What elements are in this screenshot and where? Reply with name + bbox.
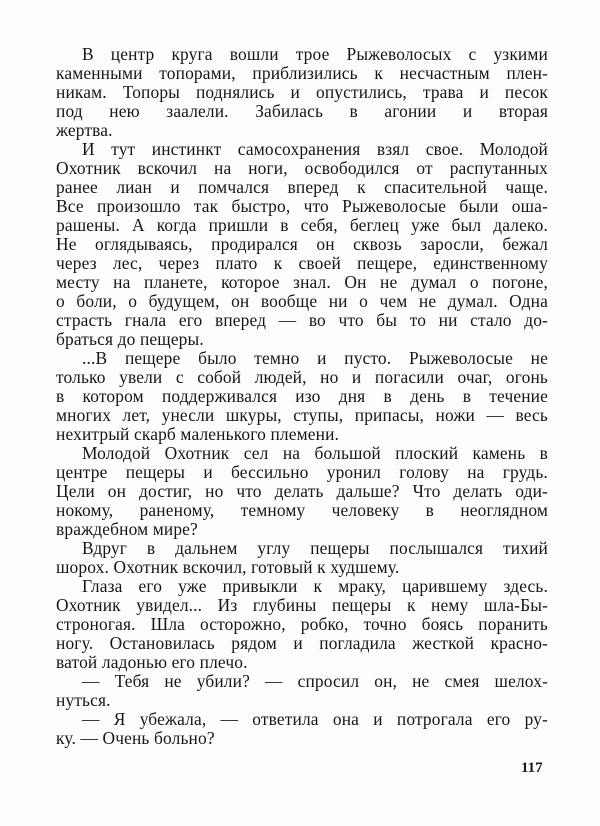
text-line: центре пещеры и бессильно уронил голову на грудь. [56, 462, 548, 482]
text-line: Молодой Охотник сел на большой плоский камень в [82, 443, 548, 463]
text-line: в котором поддерживался изо дня в день в течение [56, 386, 548, 406]
text-line: — Тебя не убили? — спросил он, не смея шелох- [82, 671, 548, 691]
text-line: ку. — Очень больно? [56, 728, 215, 748]
text-line: строногая. Шла осторожно, робко, точно боясь поранить [56, 614, 548, 634]
text-line: ранее лиан и помчался вперед к спасительной чаще. [56, 177, 548, 197]
text-line: — Я убежала, — ответила она и потрогала его ру- [82, 709, 548, 729]
text-line: ватой ладонью его плечо. [56, 652, 248, 672]
text-line: только увели с собой людей, но и погасили очаг, огонь [56, 367, 548, 387]
text-line: под нею заалели. Забилась в агонии и вторая [56, 101, 548, 121]
text-line: В центр круга вошли трое Рыжеволосых с узкими [82, 44, 548, 64]
text-line: рашены. А когда пришли в себя, беглец уже был далеко. [56, 215, 548, 235]
text-line: враждебном мире? [56, 519, 198, 539]
text-line: Не оглядываясь, продирался он сквозь заросли, бежал [56, 234, 548, 254]
text-line: нуться. [56, 690, 111, 710]
text-line: Охотник увидел... Из глубины пещеры к нему шла-Бы- [56, 595, 548, 615]
text-line: ногу. Остановилась рядом и погладила жесткой красно- [56, 633, 548, 653]
text-line: многих лет, унесли шкуры, ступы, припасы, ножи — весь [56, 405, 548, 425]
text-line: И тут инстинкт самосохранения взял свое. Молодой [82, 139, 548, 159]
text-line: Все произошло так быстро, что Рыжеволосые были оша- [56, 196, 548, 216]
text-line: страсть гнала его вперед — во что бы то ни стало до- [56, 310, 548, 330]
text-line: о боли, о будущем, он вообще ни о чем не думал. Одна [56, 291, 548, 311]
text-line: Глаза его уже привыкли к мраку, царившему здесь. [82, 576, 548, 596]
text-line: Вдруг в дальнем углу пещеры послышался тихий [82, 538, 548, 558]
text-line: ...В пещере было темно и пусто. Рыжеволосые не [82, 348, 548, 368]
text-line: никам. Топоры поднялись и опустились, трава и песок [56, 82, 548, 102]
text-line: Цели он достиг, но что делать дальше? Что делать оди- [56, 481, 548, 501]
text-line: шорох. Охотник вскочил, готовый к худшему. [56, 557, 400, 577]
text-line: месту на планете, которое знал. Он не думал о погоне, [56, 272, 548, 292]
text-line: браться до пещеры. [56, 329, 204, 349]
page-number: 117 [521, 760, 543, 776]
text-line: жертва. [56, 120, 113, 140]
text-line: нехитрый скарб маленького племени. [56, 424, 340, 444]
text-line: нокому, раненому, темному человеку в неоглядном [56, 500, 548, 520]
text-line: через лес, через плато к своей пещере, единственному [56, 253, 548, 273]
text-line: каменными топорами, приблизились к несчастным плен- [56, 63, 548, 83]
text-line: Охотник вскочил на ноги, освободился от распутанных [56, 158, 548, 178]
body-text [56, 45, 548, 748]
